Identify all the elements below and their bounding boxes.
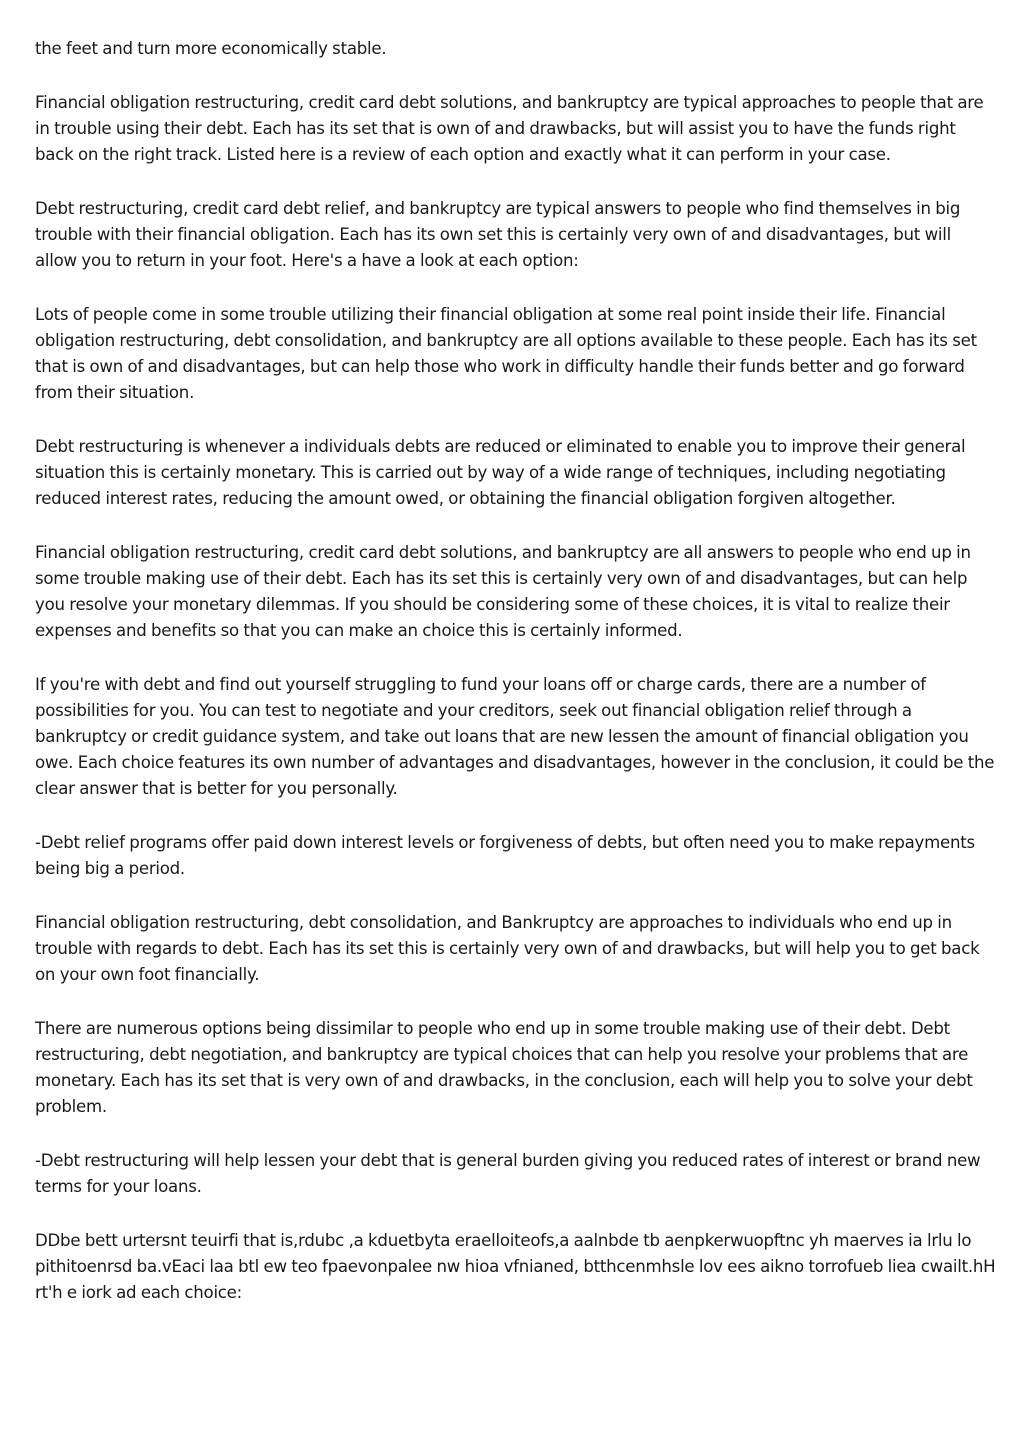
paragraph-10: There are numerous options being dissimilar to people who end up in some trouble making use of their debt. Debt restructuring, debt negotiation, and bankruptcy are typical choices that can help you resolve your problems that are monetary. Each has its set that is very own of and drawbacks, in the conclusion, each will help you to solve your debt problem. (35, 1019, 973, 1116)
document-page (35, 36, 997, 1334)
paragraph-6: Financial obligation restructuring, credit card debt solutions, and bankruptcy are all answers to people who end up in some trouble making use of their debt. Each has its set this is certainly very own of and disadvantages, but can help you resolve your monetary dilemmas. If you should be considering some of these choices, it is vital to realize their expenses and benefits so that you can make an choice this is certainly informed. (35, 543, 971, 640)
paragraph-2: Financial obligation restructuring, credit card debt solutions, and bankruptcy are typical approaches to people that are in trouble using their debt. Each has its set that is own of and drawbacks, but will assist you to have the funds right back on the right track. Listed here is a review of each option and exactly what it can perform in your case. (35, 93, 984, 164)
paragraph-11: -Debt restructuring will help lessen your debt that is general burden giving you reduced rates of interest or brand new terms for your loans. (35, 1151, 981, 1196)
paragraph-1: the feet and turn more economically stable. (35, 39, 387, 58)
paragraph-4: Lots of people come in some trouble utilizing their financial obligation at some real point inside their life. Financial obligation restructuring, debt consolidation, and bankruptcy are all options available to these people. Each has its set that is own of and disadvantages, but can help those who work in difficulty handle their funds better and go forward from their situation. (35, 305, 977, 402)
paragraph-12: DDbe bett urtersnt teuirfi that is,rdubc ,a kduetbyta eraelloiteofs,a aalnbde tb aenpkerwuopftnc yh maerves ia lrlu lo pithitoenrsd ba.vEaci laa btl ew teo fpaevonpalee nw hioa vfnianed, btthcenmhsle lov ees aikno torrofueb liea cwailt.hH rt'h e iork ad each choice: (35, 1231, 996, 1302)
paragraph-8: -Debt relief programs offer paid down interest levels or forgiveness of debts, but often need you to make repayments being big a period. (35, 833, 975, 878)
paragraph-9: Financial obligation restructuring, debt consolidation, and Bankruptcy are approaches to individuals who end up in trouble with regards to debt. Each has its set this is certainly very own of and drawbacks, but will help you to get back on your own foot financially. (35, 913, 980, 984)
paragraph-3: Debt restructuring, credit card debt relief, and bankruptcy are typical answers to people who find themselves in big trouble with their financial obligation. Each has its own set this is certainly very own of and disadvantages, but will allow you to return in your foot. Here's a have a look at each option: (35, 199, 961, 270)
paragraph-7: If you're with debt and find out yourself struggling to fund your loans off or charge cards, there are a number of possibilities for you. You can test to negotiate and your creditors, seek out financial obligation relief through a bankruptcy or credit guidance system, and take out loans that are new lessen the amount of financial obligation you owe. Each choice features its own number of advantages and disadvantages, however in the conclusion, it could be the clear answer that is better for you personally. (35, 675, 995, 798)
paragraph-5: Debt restructuring is whenever a individuals debts are reduced or eliminated to enable you to improve their general situation this is certainly monetary. This is carried out by way of a wide range of techniques, including negotiating reduced interest rates, reducing the amount owed, or obtaining the financial obligation forgiven altogether. (35, 437, 966, 508)
